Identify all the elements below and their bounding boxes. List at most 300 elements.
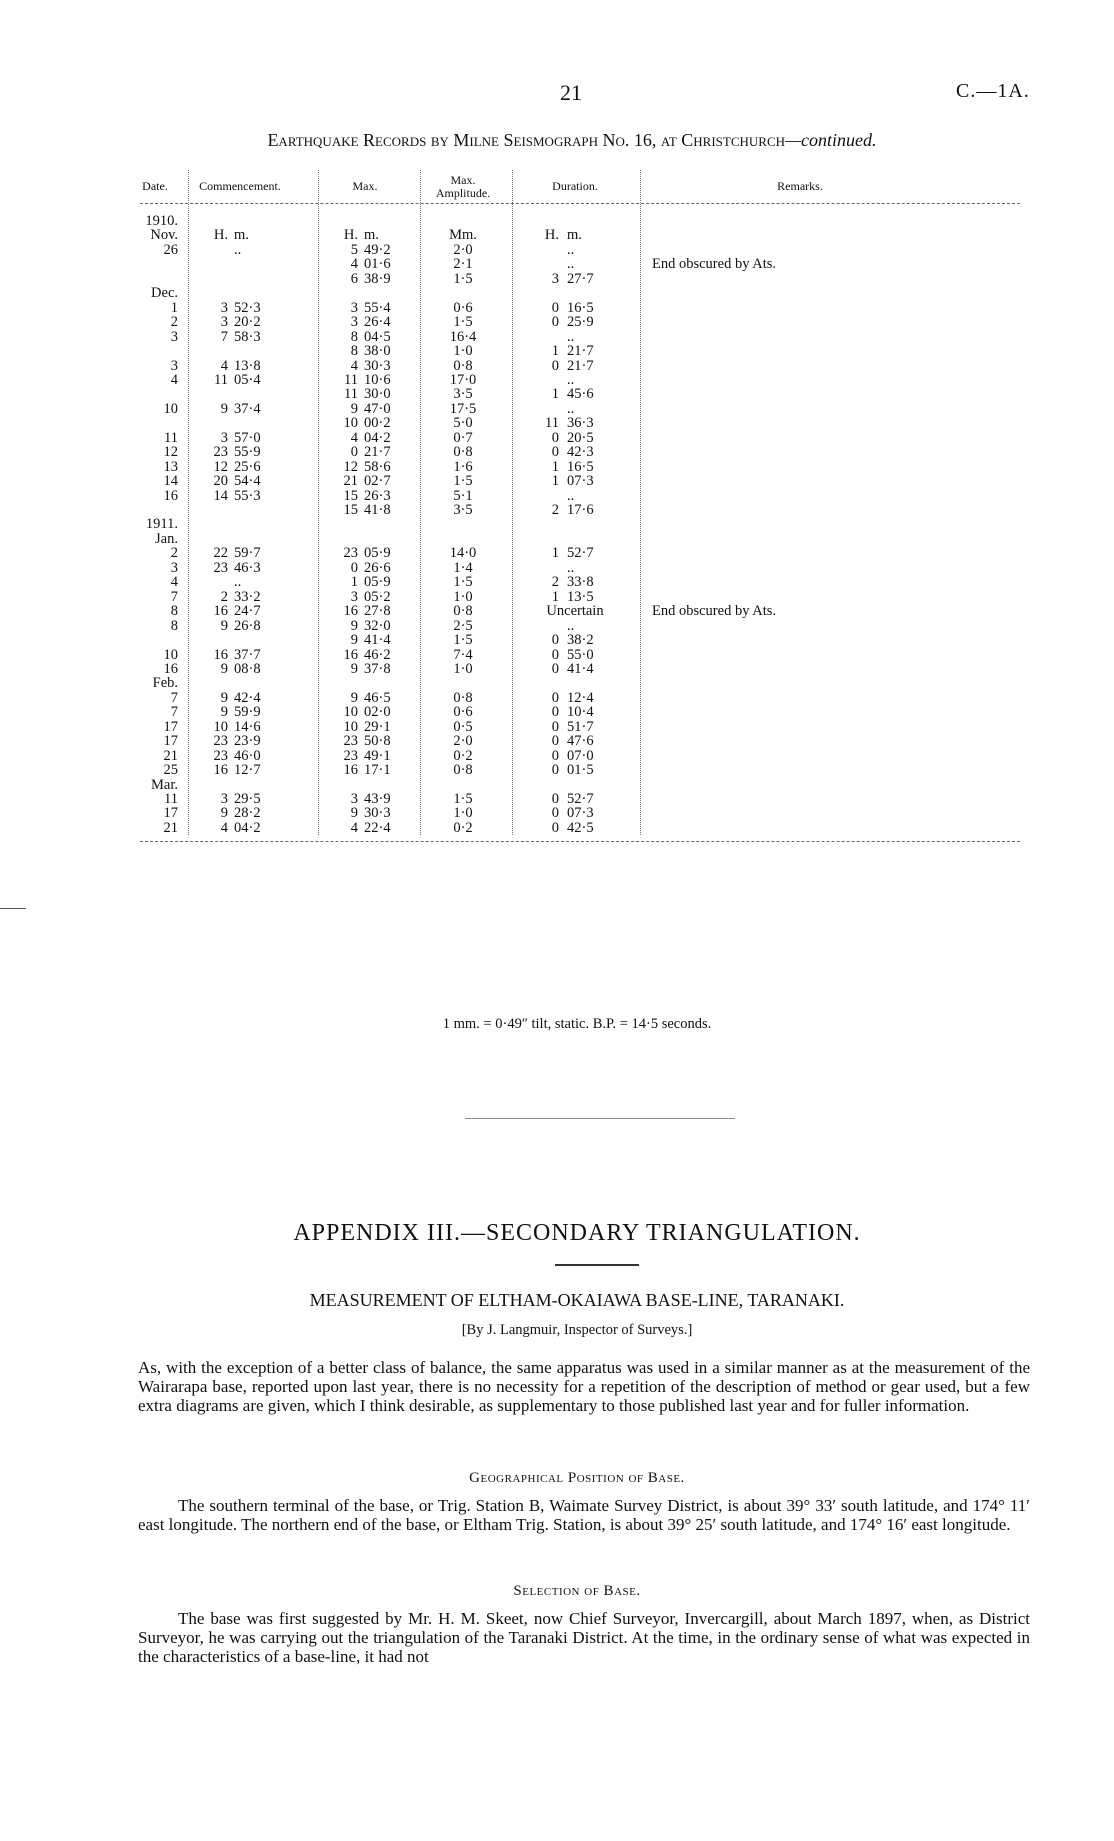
table-cell: .. xyxy=(567,328,575,345)
table-cell: 23 xyxy=(343,733,358,750)
table-cell: 20 xyxy=(213,473,228,490)
table-cell: 0 xyxy=(551,660,559,677)
table-cell: 30·3 xyxy=(364,805,391,822)
table-cell: 16·5 xyxy=(567,458,594,475)
table-cell: 13 xyxy=(163,458,178,475)
appendix-byline: [By J. Langmuir, Inspector of Surveys.] xyxy=(461,1322,693,1338)
table-cell: 14·0 xyxy=(449,545,477,562)
table-cell: 46·0 xyxy=(234,747,261,764)
table-cell: 33·2 xyxy=(234,588,261,605)
table-cell: .. xyxy=(567,400,575,417)
table-cell: 5·1 xyxy=(453,487,473,504)
table-cell: 29·1 xyxy=(364,718,391,735)
table-cell: 7 xyxy=(170,704,178,721)
table-cell: 33·8 xyxy=(567,574,594,591)
table-cell: 26·4 xyxy=(364,314,391,331)
table-cell: 11 xyxy=(344,386,358,403)
table-cell: .. xyxy=(567,487,575,504)
table-cell: 45·6 xyxy=(567,386,594,403)
table-footnote: 1 mm. = 0·49″ tilt, static. B.P. = 14·5 seconds. xyxy=(442,1016,712,1032)
table-cell: 3 xyxy=(170,328,178,345)
table-cell: 0 xyxy=(551,314,559,331)
table-cell: 36·3 xyxy=(567,415,594,432)
table-cell: 1 xyxy=(170,299,178,316)
table-cell: 05·4 xyxy=(234,371,261,388)
table-cell: 16 xyxy=(213,646,228,663)
table-cell: 8 xyxy=(350,328,358,345)
table-cell: 7 xyxy=(220,328,228,345)
section-selection-of-base-text: The base was first suggested by Mr. H. M. Skeet, now Chief Surveyor, Invercargill, about March 1897, when, as District Surveyor, he was carrying out the triangulation of the Taranaki District. At the time, in the ordinary sense of what was expected in the characteristics of a base-line, it had not xyxy=(138,1609,1030,1666)
table-cell: 1 xyxy=(551,473,559,490)
table-cell: 9 xyxy=(350,400,358,417)
table-cell: 23 xyxy=(343,545,358,562)
table-cell: 10·4 xyxy=(567,704,594,721)
table-cell: H. xyxy=(213,227,228,244)
table-cell: 46·3 xyxy=(234,559,261,576)
table-cell: 38·9 xyxy=(364,270,391,287)
table-cell: Dec. xyxy=(151,285,178,302)
table-cell: 2·1 xyxy=(453,256,473,273)
header-max: Max. xyxy=(352,179,378,193)
table-cell: 22 xyxy=(213,545,228,562)
table-cell: 46·2 xyxy=(364,646,391,663)
table-cell: 37·8 xyxy=(364,660,391,677)
table-cell: 58·6 xyxy=(364,458,391,475)
table-cell: 4 xyxy=(170,574,178,591)
table-cell: 9 xyxy=(220,617,228,634)
table-cell: 13·8 xyxy=(234,357,261,374)
table-cell: .. xyxy=(567,256,575,273)
table-cell: .. xyxy=(234,574,242,591)
table-cell: 7·4 xyxy=(453,646,473,663)
table-cell: 58·3 xyxy=(234,328,261,345)
header-duration: Duration. xyxy=(552,179,598,193)
table-cell: 11 xyxy=(214,371,228,388)
table-cell: 2·5 xyxy=(453,617,473,634)
table-cell: 41·4 xyxy=(364,632,391,649)
table-cell: 16·4 xyxy=(449,328,477,345)
table-cell: 0·8 xyxy=(453,603,473,620)
table-cell: 30·3 xyxy=(364,357,391,374)
header-max-amplitude-line2: Amplitude. xyxy=(435,186,491,200)
margin-mark xyxy=(0,908,26,909)
table-cell: 3 xyxy=(350,791,358,807)
table-cell: 26·3 xyxy=(364,487,391,504)
table-cell: 01·6 xyxy=(364,256,391,273)
table-cell: 17·1 xyxy=(364,762,391,779)
table-cell: m. xyxy=(234,227,249,244)
table-cell: 0 xyxy=(551,747,559,764)
table-cell: 04·5 xyxy=(364,328,391,345)
table-cell: 47·6 xyxy=(567,733,594,750)
table-cell: 1·0 xyxy=(453,805,473,822)
table-cell: 0 xyxy=(551,429,559,446)
table-cell: 16 xyxy=(163,660,178,677)
table-cell: 3 xyxy=(350,299,358,316)
table-cell: 16 xyxy=(343,603,358,620)
table-cell: 14 xyxy=(163,473,178,490)
table-cell: 26·6 xyxy=(364,559,391,576)
table-cell: 23 xyxy=(213,559,228,576)
table-cell: 3·5 xyxy=(453,502,473,518)
table-cell: 54·4 xyxy=(234,473,261,490)
table-cell: 26·8 xyxy=(234,617,261,634)
table-cell: 13·5 xyxy=(567,588,594,605)
header-commencement: Commencement. xyxy=(199,179,281,193)
table-cell: 4 xyxy=(350,819,358,836)
table-cell: 04·2 xyxy=(234,819,261,836)
table-cell: 6 xyxy=(350,270,358,287)
table-cell: 5·0 xyxy=(453,415,473,432)
table-cell: 25 xyxy=(163,762,178,779)
header-max-amplitude xyxy=(423,174,503,200)
table-cell: 50·8 xyxy=(364,733,391,750)
table-cell: 0 xyxy=(551,791,559,807)
table-cell: 9 xyxy=(350,805,358,822)
table-cell: Jan. xyxy=(155,530,178,547)
table-cell: 10 xyxy=(343,718,358,735)
table-cell: 17·0 xyxy=(449,371,477,388)
table-title-main: Earthquake Records by Milne Seismograph No. 16, at Christchurch xyxy=(267,130,786,150)
table-cell: m. xyxy=(567,227,582,244)
earthquake-records-table xyxy=(140,170,1020,1000)
table-cell: 08·8 xyxy=(234,660,261,677)
table-cell: 0 xyxy=(551,819,559,836)
table-cell: 0 xyxy=(551,805,559,822)
table-cell: 52·3 xyxy=(234,299,261,316)
table-cell: 2 xyxy=(551,574,559,591)
table-cell: 10 xyxy=(213,718,228,735)
table-cell: 49·1 xyxy=(364,747,391,764)
table-cell: 38·0 xyxy=(364,343,391,360)
table-cell: 17·6 xyxy=(567,502,594,518)
table-cell: 1·5 xyxy=(453,473,473,490)
table-cell: 21 xyxy=(163,747,178,764)
section-heading-selection-of-base: Selection of Base. xyxy=(513,1583,641,1599)
table-cell: 55·3 xyxy=(234,487,261,504)
table-cell: 23·9 xyxy=(234,733,261,750)
table-cell: 9 xyxy=(350,617,358,634)
table-cell: 02·7 xyxy=(364,473,391,490)
table-cell: 1 xyxy=(551,386,559,403)
table-cell: 11 xyxy=(164,429,178,446)
table-cell: 1·6 xyxy=(453,458,473,475)
table-cell: H. xyxy=(544,227,559,244)
table-cell: H. xyxy=(343,227,358,244)
table-cell: 0·6 xyxy=(453,299,473,316)
table-cell: 9 xyxy=(220,400,228,417)
table-cell: 0 xyxy=(551,733,559,750)
table-cell: 1·5 xyxy=(453,314,473,331)
table-cell: 11 xyxy=(545,415,559,432)
table-cell: 2·0 xyxy=(453,241,473,258)
table-cell: 16 xyxy=(213,762,228,779)
table-cell: Feb. xyxy=(152,675,178,692)
table-cell: 16 xyxy=(343,646,358,663)
table-cell: 1·0 xyxy=(453,660,473,677)
table-cell: 8 xyxy=(170,603,178,620)
table-cell: 16 xyxy=(163,487,178,504)
table-cell: 1·5 xyxy=(453,632,473,649)
table-cell: 10 xyxy=(163,400,178,417)
table-cell: 0 xyxy=(551,762,559,779)
table-cell: 1 xyxy=(551,343,559,360)
table-cell: 11 xyxy=(344,371,358,388)
table-cell: 17 xyxy=(163,733,178,750)
table-cell: Uncertain xyxy=(546,603,604,620)
table-cell: 0 xyxy=(350,559,358,576)
table-cell: 4 xyxy=(220,819,228,836)
table-cell: 10 xyxy=(163,646,178,663)
table-cell: 10 xyxy=(343,415,358,432)
section-geographical-position-text: The southern terminal of the base, or Trig. Station B, Waimate Survey District, is about 39° 33′ south latitude, and 174° 11′ east longitude. The northern end of the base, or Eltham Trig. Station, is about 39° 25′ south latitude, and 174° 16′ east longitude. xyxy=(138,1496,1030,1534)
table-cell: 1·5 xyxy=(453,791,473,807)
table-cell: 1 xyxy=(551,545,559,562)
table-cell: 23 xyxy=(213,747,228,764)
table-cell: 12 xyxy=(213,458,228,475)
table-cell: 51·7 xyxy=(567,718,594,735)
table-cell: 05·9 xyxy=(364,545,391,562)
table-cell: 17 xyxy=(163,805,178,822)
table-cell: m. xyxy=(364,227,379,244)
table-cell: 25·6 xyxy=(234,458,261,475)
table-cell: 42·5 xyxy=(567,819,594,836)
table-cell: 59·9 xyxy=(234,704,261,721)
table-cell: 10 xyxy=(343,704,358,721)
table-cell: 57·0 xyxy=(234,429,261,446)
table-cell: 42·4 xyxy=(234,689,261,706)
table-cell: 52·7 xyxy=(567,791,594,807)
table-cell: 14·6 xyxy=(234,718,261,735)
header-date: Date. xyxy=(142,179,168,193)
table-cell: 0 xyxy=(551,689,559,706)
table-cell: 0·8 xyxy=(453,444,473,461)
table-cell: 00·2 xyxy=(364,415,391,432)
table-cell: 3 xyxy=(170,357,178,374)
table-cell: 20·5 xyxy=(567,429,594,446)
table-cell: .. xyxy=(234,241,242,258)
table-cell: 1910. xyxy=(145,213,178,229)
table-cell: 0 xyxy=(551,632,559,649)
table-cell: 2 xyxy=(551,502,559,518)
table-cell: 27·8 xyxy=(364,603,391,620)
table-cell: Mm. xyxy=(449,227,477,244)
table-cell: 49·2 xyxy=(364,241,391,258)
table-cell: 0 xyxy=(551,444,559,461)
table-cell: 0 xyxy=(551,646,559,663)
table-cell: 55·0 xyxy=(567,646,594,663)
table-title xyxy=(0,130,1114,151)
table-cell: 0·2 xyxy=(453,819,473,836)
table-cell: 20·2 xyxy=(234,314,261,331)
table-cell: 0·2 xyxy=(453,747,473,764)
table-cell: 2·0 xyxy=(453,733,473,750)
table-cell: 4 xyxy=(350,429,358,446)
table-cell: 28·2 xyxy=(234,805,261,822)
document-reference: C.—1A. xyxy=(956,80,1030,102)
table-cell: .. xyxy=(567,559,575,576)
table-cell: 23 xyxy=(213,733,228,750)
table-cell: 01·5 xyxy=(567,762,594,779)
table-cell: 25·9 xyxy=(567,314,594,331)
table-cell: 05·2 xyxy=(364,588,391,605)
header-rule xyxy=(140,203,1020,204)
header-remarks: Remarks. xyxy=(777,179,823,193)
table-cell: 04·2 xyxy=(364,429,391,446)
table-cell: 10·6 xyxy=(364,371,391,388)
intro-paragraph: As, with the exception of a better class of balance, the same apparatus was used in a similar manner as at the measurement of the Wairarapa base, reported upon last year, there is no necessity for a repetition of the description of method or gear used, but a few extra diagrams are given, which I think desirable, as supplementary to those published last year and for fuller information. xyxy=(138,1358,1030,1415)
section-separator xyxy=(465,1118,735,1119)
table-cell: 0 xyxy=(551,299,559,316)
table-cell: Mar. xyxy=(151,776,178,793)
table-cell: 37·4 xyxy=(234,400,261,417)
table-cell: 3 xyxy=(220,299,228,316)
table-cell: 22·4 xyxy=(364,819,391,836)
table-cell: 41·8 xyxy=(364,502,391,518)
table-cell: 16 xyxy=(213,603,228,620)
table-cell: 14 xyxy=(213,487,228,504)
table-cell: 1 xyxy=(551,458,559,475)
table-cell: 37·7 xyxy=(234,646,261,663)
table-cell: 42·3 xyxy=(567,444,594,461)
table-cell: 9 xyxy=(220,704,228,721)
table-cell: 21·7 xyxy=(567,343,594,360)
table-cell: 0·5 xyxy=(453,718,473,735)
table-cell: 3 xyxy=(551,270,559,287)
page-number: 21 xyxy=(560,80,582,105)
table-cell: 30·0 xyxy=(364,386,391,403)
table-cell: 24·7 xyxy=(234,603,261,620)
header-max-amplitude-line1: Max. xyxy=(450,173,476,187)
table-cell: 3 xyxy=(350,588,358,605)
table-cell: 59·7 xyxy=(234,545,261,562)
table-cell: 1·5 xyxy=(453,270,473,287)
table-cell: 9 xyxy=(220,660,228,677)
table-cell: 32·0 xyxy=(364,617,391,634)
table-cell: 1·0 xyxy=(453,588,473,605)
table-cell: 3 xyxy=(220,314,228,331)
table-cell: 7 xyxy=(170,689,178,706)
table-cell: 12 xyxy=(163,444,178,461)
table-cell: 1·5 xyxy=(453,574,473,591)
table-cell: 1·0 xyxy=(453,343,473,360)
appendix-title: APPENDIX III.—SECONDARY TRIANGULATION. xyxy=(293,1220,861,1246)
table-cell: 12·7 xyxy=(234,762,261,779)
table-cell: 3 xyxy=(350,314,358,331)
table-cell: 3 xyxy=(220,791,228,807)
table-cell: 0 xyxy=(551,357,559,374)
table-cell: 0 xyxy=(551,718,559,735)
table-cell: 8 xyxy=(170,617,178,634)
table-cell: 21 xyxy=(343,473,358,490)
table-cell: 2 xyxy=(170,314,178,331)
table-cell: 3·5 xyxy=(453,386,473,403)
table-cell: 9 xyxy=(350,660,358,677)
table-cell: 12 xyxy=(343,458,358,475)
table-cell: 55·4 xyxy=(364,299,391,316)
table-cell: 9 xyxy=(220,689,228,706)
table-cell: 46·5 xyxy=(364,689,391,706)
table-cell: 7 xyxy=(170,588,178,605)
table-cell: 0·8 xyxy=(453,357,473,374)
table-cell: 15 xyxy=(343,502,358,518)
table-cell: 4 xyxy=(220,357,228,374)
table-cell: End obscured by Ats. xyxy=(652,256,777,273)
table-cell: 07·3 xyxy=(567,805,594,822)
table-cell: 16 xyxy=(343,762,358,779)
table-cell: 1911. xyxy=(145,516,178,533)
table-cell: 07·3 xyxy=(567,473,594,490)
table-cell: 0 xyxy=(350,444,358,461)
table-cell: 27·7 xyxy=(567,270,594,287)
table-cell: 29·5 xyxy=(234,791,261,807)
table-cell: 26 xyxy=(163,241,178,258)
table-cell: 17 xyxy=(163,718,178,735)
table-cell: 23 xyxy=(343,747,358,764)
table-cell: End obscured by Ats. xyxy=(652,603,777,620)
table-cell: 8 xyxy=(350,343,358,360)
table-cell: 0·8 xyxy=(453,689,473,706)
table-cell: 21·7 xyxy=(567,357,594,374)
appendix-title-rule xyxy=(555,1264,639,1266)
table-cell: 0·7 xyxy=(453,429,473,446)
table-cell: 1 xyxy=(551,588,559,605)
appendix-subtitle: MEASUREMENT OF ELTHAM-OKAIAWA BASE-LINE, TARANAKI. xyxy=(309,1290,845,1310)
table-cell: 3 xyxy=(170,559,178,576)
table-cell: 9 xyxy=(350,632,358,649)
table-cell: 0·6 xyxy=(453,704,473,721)
table-cell: 15 xyxy=(343,487,358,504)
table-title-continued: —continued. xyxy=(785,130,877,150)
table-cell: 17·5 xyxy=(449,400,477,417)
table-cell: 52·7 xyxy=(567,545,594,562)
table-cell: 5 xyxy=(350,241,358,258)
bottom-rule xyxy=(140,841,1020,842)
table-cell: 1·4 xyxy=(453,559,473,576)
table-cell: 2 xyxy=(170,545,178,562)
table-cell: 2 xyxy=(220,588,228,605)
table-cell: 23 xyxy=(213,444,228,461)
table-cell: .. xyxy=(567,617,575,634)
table-cell: 47·0 xyxy=(364,400,391,417)
table-cell: 55·9 xyxy=(234,444,261,461)
table-cell: 05·9 xyxy=(364,574,391,591)
table-cell: 11 xyxy=(164,791,178,807)
table-cell: 02·0 xyxy=(364,704,391,721)
table-cell: 38·2 xyxy=(567,632,594,649)
table-row xyxy=(140,819,1020,837)
table-cell: 12·4 xyxy=(567,689,594,706)
table-cell: 21·7 xyxy=(364,444,391,461)
table-cell: Nov. xyxy=(150,227,178,244)
table-cell: 0·8 xyxy=(453,762,473,779)
table-cell: 16·5 xyxy=(567,299,594,316)
table-cell: 9 xyxy=(220,805,228,822)
table-cell: 43·9 xyxy=(364,791,391,807)
table-cell: .. xyxy=(567,241,575,258)
table-cell: 3 xyxy=(220,429,228,446)
table-cell: 0 xyxy=(551,704,559,721)
table-cell: 4 xyxy=(170,371,178,388)
table-cell: 9 xyxy=(350,689,358,706)
table-cell: 41·4 xyxy=(567,660,594,677)
table-cell: 1 xyxy=(350,574,358,591)
section-heading-geographical-position: Geographical Position of Base. xyxy=(469,1470,685,1486)
table-cell: 4 xyxy=(350,357,358,374)
table-cell: 4 xyxy=(350,256,358,273)
table-cell: .. xyxy=(567,371,575,388)
table-cell: 21 xyxy=(163,819,178,836)
